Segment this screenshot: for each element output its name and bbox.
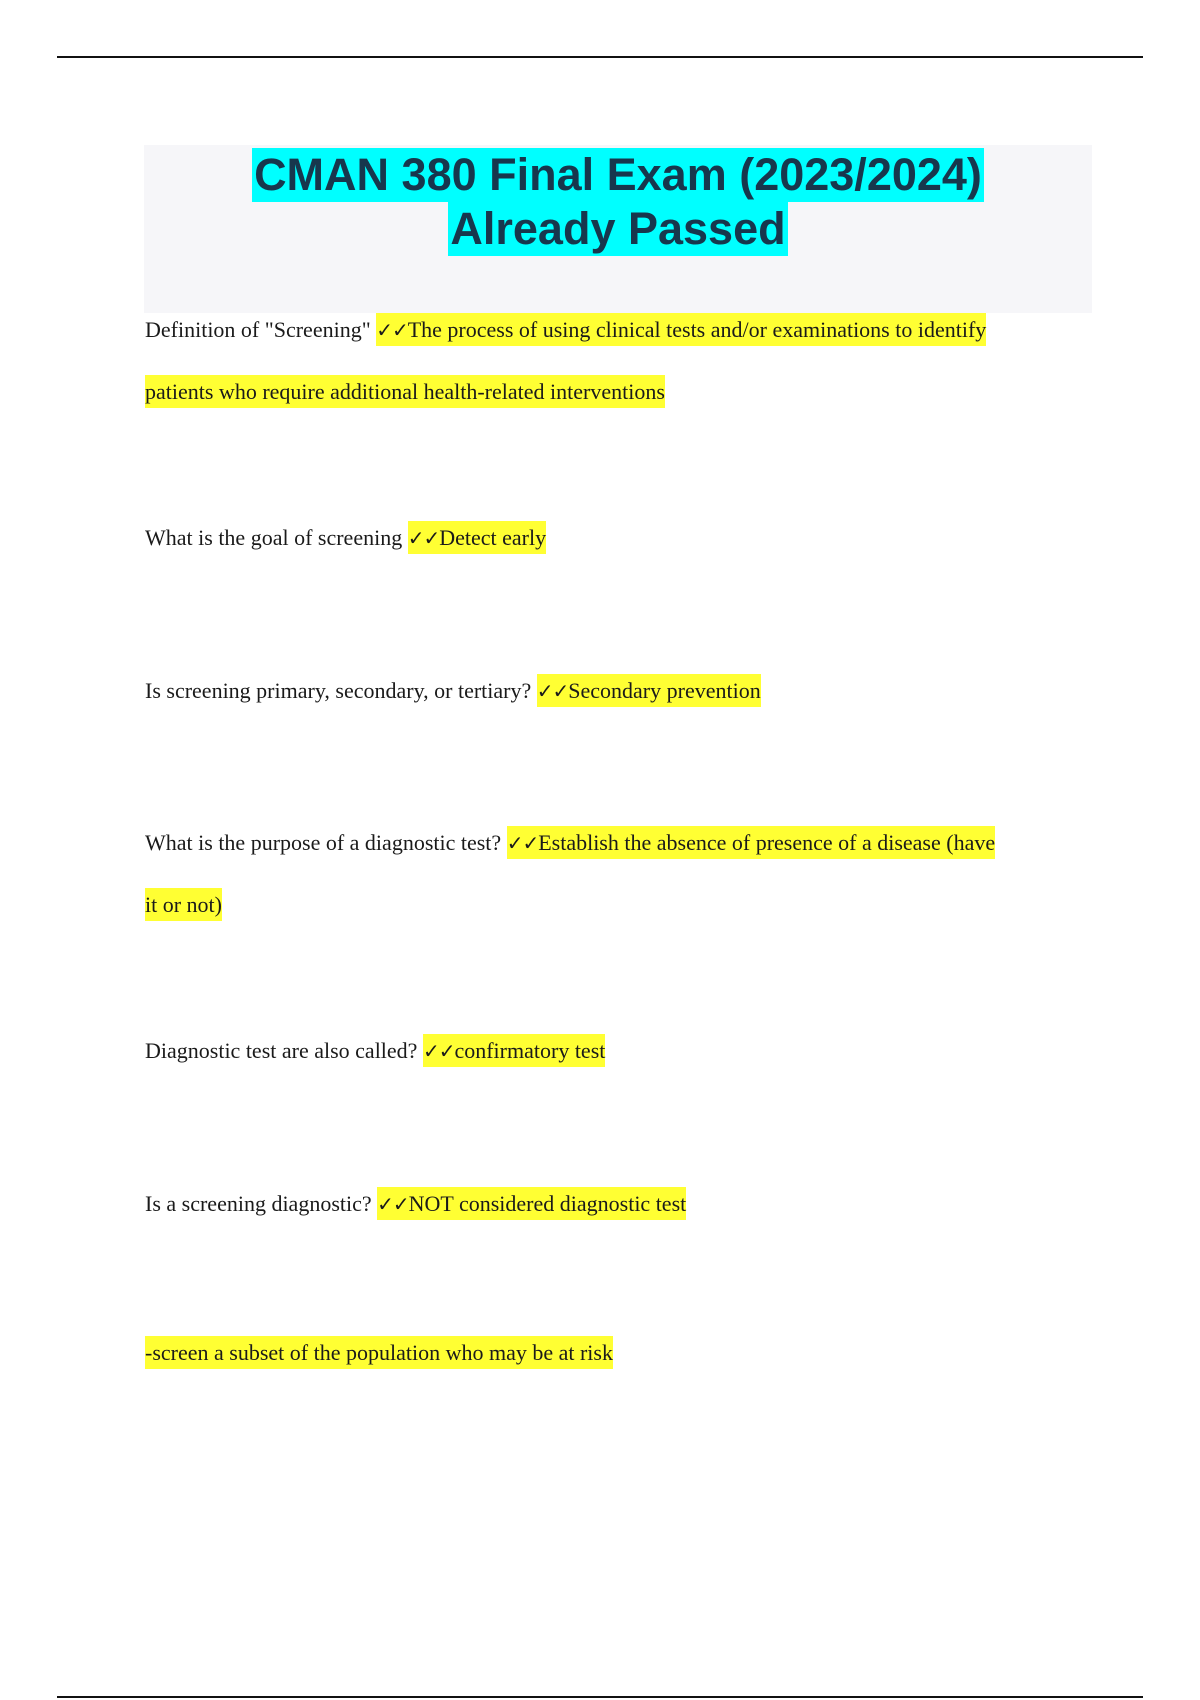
answer-highlight (507, 826, 995, 859)
double-check-icon: ✓✓ (376, 318, 408, 342)
answer-highlight (408, 521, 546, 554)
answer-highlight (537, 674, 761, 707)
answer-text-continued: it or not) (145, 888, 222, 921)
double-check-icon: ✓✓ (506, 831, 539, 855)
answer-text: Detect early (439, 525, 547, 550)
question-text: Is a screening diagnostic? (145, 1191, 372, 1216)
qa-item-6 (145, 1173, 1095, 1235)
qa-extra-answer (145, 1322, 1095, 1383)
top-rule (57, 56, 1143, 58)
answer-highlight (376, 313, 986, 346)
question-text: What is the goal of screening (145, 525, 403, 550)
bottom-rule (57, 1696, 1143, 1698)
answer-text: NOT considered diagnostic test (408, 1191, 687, 1216)
qa-item-4 (145, 812, 1095, 935)
qa-item-1 (145, 299, 1095, 422)
double-check-icon: ✓✓ (407, 526, 440, 550)
double-check-icon: ✓✓ (536, 679, 569, 703)
answer-text: Secondary prevention (568, 678, 761, 703)
page-title-line-1: CMAN 380 Final Exam (2023/2024) (254, 149, 982, 200)
answer-text: The process of using clinical tests and/or examinations to identify (407, 317, 987, 342)
answer-text: Establish the absence of presence of a disease (have (538, 830, 996, 855)
answer-highlight (377, 1187, 686, 1220)
question-text: Diagnostic test are also called? (145, 1038, 418, 1063)
answer-text-continued: patients who require additional health-related interventions (145, 375, 665, 408)
double-check-icon: ✓✓ (422, 1039, 455, 1063)
question-text: What is the purpose of a diagnostic test? (145, 830, 502, 855)
qa-item-2 (145, 507, 1095, 569)
answer-text: -screen a subset of the population who may be at risk (145, 1336, 613, 1369)
question-text: Definition of "Screening" (145, 317, 371, 342)
qa-item-3 (145, 660, 1095, 722)
qa-item-5 (145, 1020, 1095, 1082)
answer-text: confirmatory test (454, 1038, 606, 1063)
question-text: Is screening primary, secondary, or tertiary? (145, 678, 532, 703)
double-check-icon: ✓✓ (377, 1192, 409, 1216)
page-title-line-2: Already Passed (450, 203, 786, 254)
answer-highlight (423, 1034, 605, 1067)
title-block (144, 145, 1092, 313)
